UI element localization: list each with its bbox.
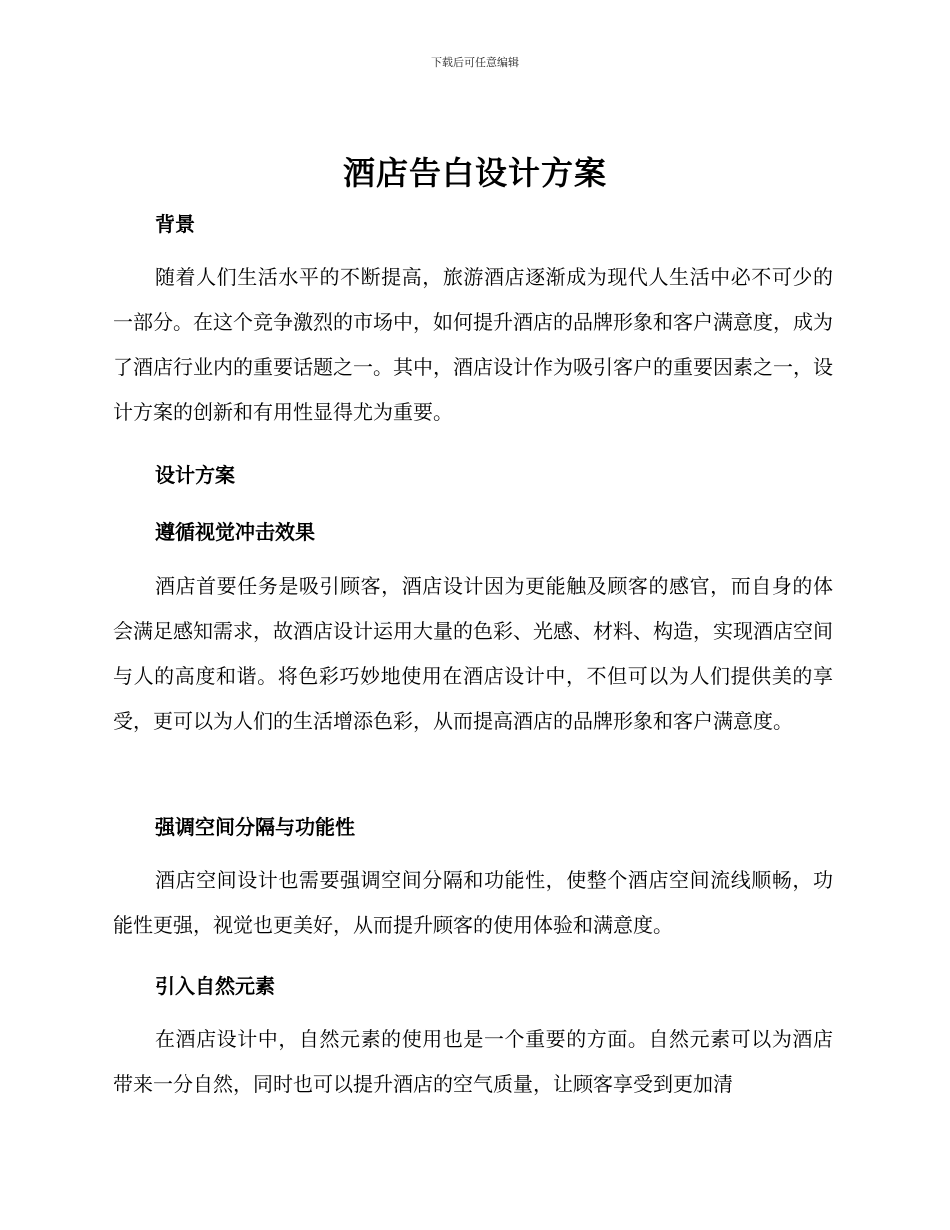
section-heading-background: 背景 [155,212,195,236]
paragraph-visual-impact: 酒店首要任务是吸引顾客，酒店设计因为更能触及顾客的感官，而自身的体会满足感知需求，故酒店设计运用大量的色彩、光感、材料、构造，实现酒店空间与人的高度和谐。将色彩巧妙地使用在酒店设计中，不但可以为人们提供美的享受，更可以为人们的生活增添色彩，从而提高酒店的品牌形象和客户满意度。 [113,574,833,733]
subheading-natural-elements: 引入自然元素 [155,974,275,998]
document-title: 酒店告白设计方案 [342,154,607,192]
section-heading-design-plan: 设计方案 [155,463,235,487]
page-header-note: 下载后可任意编辑 [431,56,519,69]
paragraph-background: 随着人们生活水平的不断提高，旅游酒店逐渐成为现代人生活中必不可少的一部分。在这个竞争激烈的市场中，如何提升酒店的品牌形象和客户满意度，成为了酒店行业内的重要话题之一。其中，酒店设计作为吸引客户的重要因素之一，设计方案的创新和有用性显得尤为重要。 [113,265,833,424]
subheading-visual-impact: 遵循视觉冲击效果 [155,520,315,544]
paragraph-space-function: 酒店空间设计也需要强调空间分隔和功能性，使整个酒店空间流线顺畅，功能性更强，视觉也更美好，从而提升顾客的使用体验和满意度。 [113,868,833,937]
subheading-space-function: 强调空间分隔与功能性 [155,815,355,839]
paragraph-natural-elements: 在酒店设计中，自然元素的使用也是一个重要的方面。自然元素可以为酒店带来一分自然，同时也可以提升酒店的空气质量，让顾客享受到更加清 [113,1027,833,1096]
